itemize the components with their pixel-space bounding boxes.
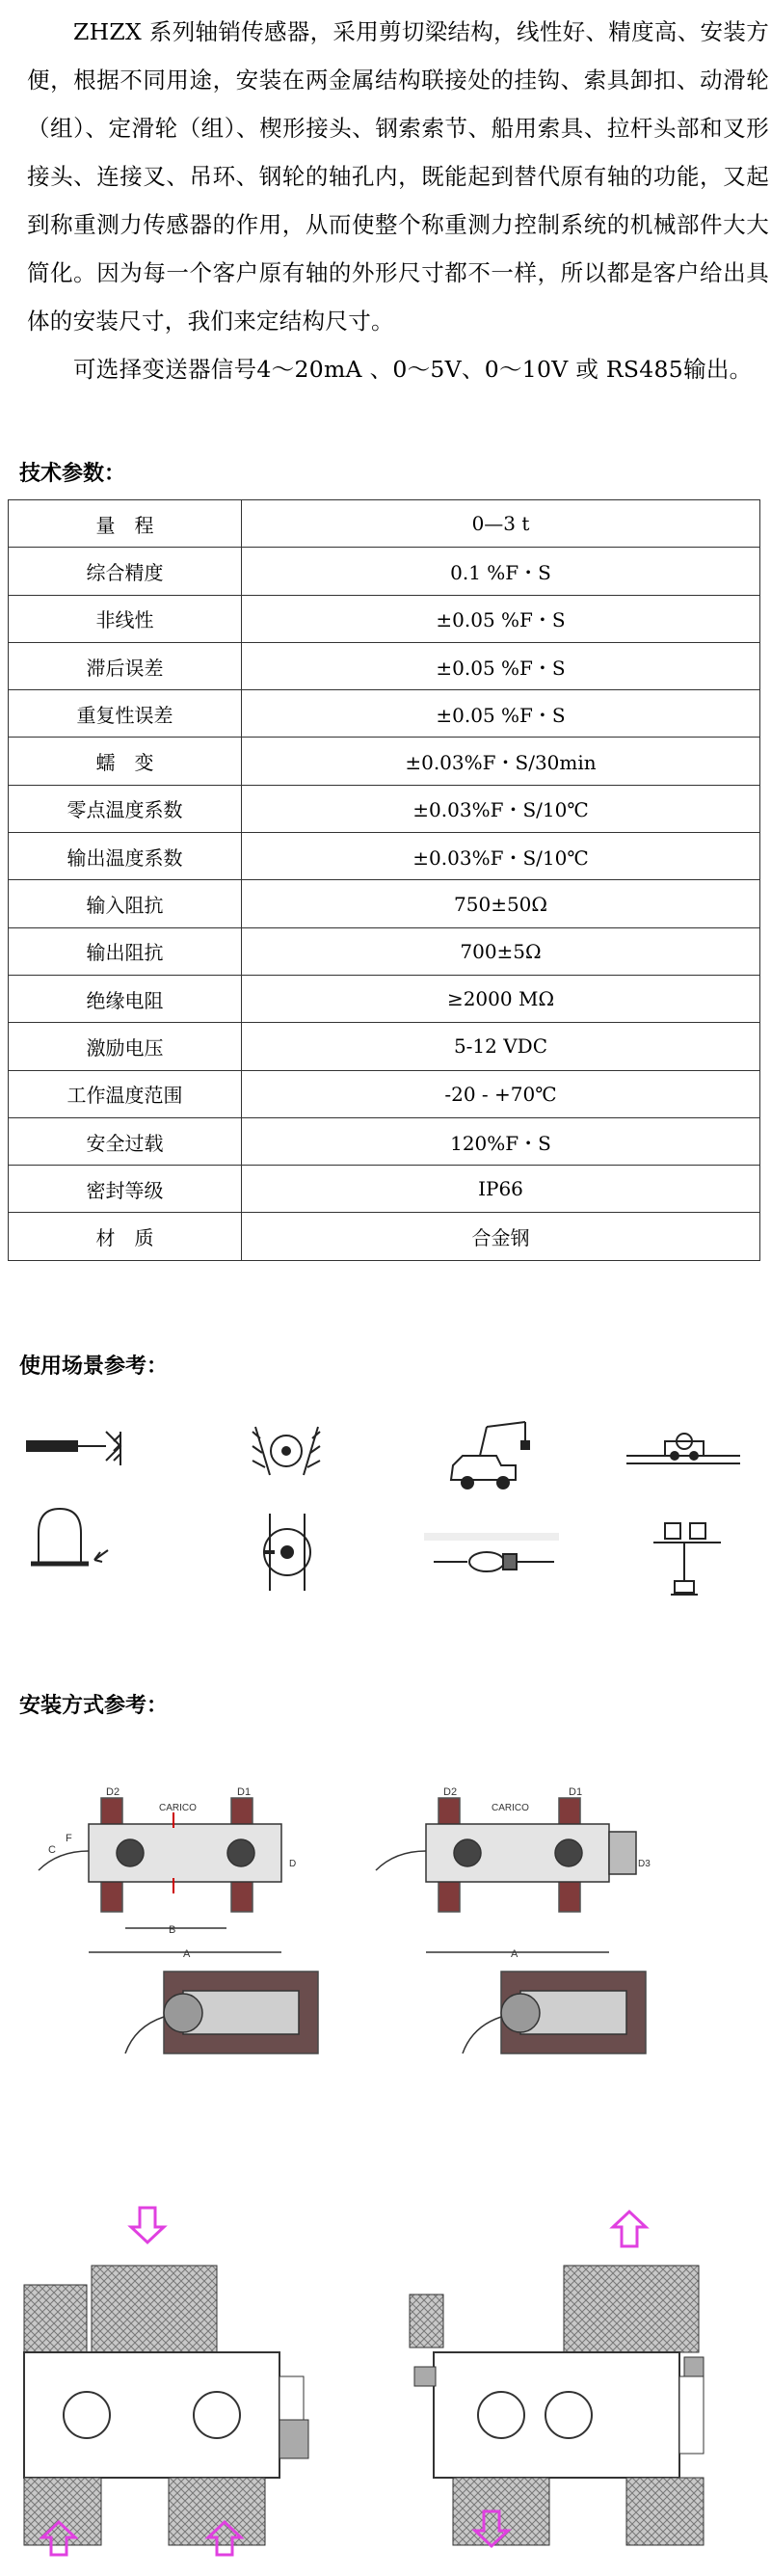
table-row	[9, 975, 760, 1022]
intro-paragraph-2: 可选择变送器信号4～20mA 、0～5V、0～10V 或 RS485输出。	[73, 356, 753, 383]
usage-scene-icons	[0, 1388, 771, 1610]
spec-value: ±0.03%F・S/10℃	[242, 785, 760, 832]
arrow-down-icon	[131, 2208, 164, 2242]
label-d3: D3	[638, 1859, 651, 1869]
spec-name: 工作温度范围	[9, 1070, 242, 1117]
trolley-rail-icon	[626, 1434, 740, 1463]
label-d: D	[289, 1859, 297, 1869]
label-a: A	[511, 1948, 518, 1960]
label-d2: D2	[443, 1786, 458, 1798]
label-d1: D1	[569, 1786, 583, 1798]
table-row	[9, 642, 760, 689]
table-row	[9, 1070, 760, 1117]
spec-name: 综合精度	[9, 548, 242, 595]
label-f: F	[66, 1833, 72, 1844]
label-c: C	[48, 1844, 56, 1856]
spec-name: 安全过载	[9, 1117, 242, 1165]
table-row	[9, 595, 760, 642]
spec-name: 激励电压	[9, 1023, 242, 1070]
spec-name: 输出阻抗	[9, 927, 242, 975]
spec-name: 量 程	[9, 500, 242, 548]
spec-value: ±0.03%F・S/30min	[242, 738, 760, 785]
table-row	[9, 880, 760, 927]
spec-name: 材 质	[9, 1213, 242, 1260]
table-row	[9, 1117, 760, 1165]
pulley-block-icon	[253, 1427, 320, 1475]
spec-value: 750±50Ω	[242, 880, 760, 927]
sheave-icon	[264, 1514, 310, 1591]
spec-value: ±0.05 %F・S	[242, 595, 760, 642]
spec-name: 输出温度系数	[9, 833, 242, 880]
table-row	[9, 690, 760, 738]
spec-name: 滞后误差	[9, 642, 242, 689]
spec-value: 0—3 t	[242, 500, 760, 548]
spec-value: IP66	[242, 1166, 760, 1213]
table-row	[9, 1023, 760, 1070]
table-row	[9, 1213, 760, 1260]
table-row	[9, 500, 760, 548]
trolley-hoist-icon	[653, 1523, 721, 1595]
spec-value: 合金钢	[242, 1213, 760, 1260]
spec-value: ±0.05 %F・S	[242, 642, 760, 689]
spec-name: 非线性	[9, 595, 242, 642]
install-drawing-left	[29, 1774, 347, 2063]
spec-value: ±0.03%F・S/10℃	[242, 833, 760, 880]
label-a: A	[183, 1948, 191, 1960]
hook-sensor-icon	[27, 1432, 120, 1465]
tech-params-heading: 技术参数：	[19, 462, 126, 486]
brand-label: CARICO	[159, 1803, 197, 1813]
brand-label: CARICO	[492, 1803, 529, 1813]
table-row	[9, 927, 760, 975]
crane-truck-icon	[451, 1422, 529, 1489]
label-b: B	[169, 1924, 176, 1936]
spec-value: 0.1 %F・S	[242, 548, 760, 595]
label-d2: D2	[106, 1786, 120, 1798]
wire-rope-joint-icon	[424, 1533, 559, 1571]
arrow-up-icon	[613, 2212, 646, 2246]
force-diagram-left	[19, 2188, 337, 2564]
spec-value: 700±5Ω	[242, 927, 760, 975]
spec-name: 输入阻抗	[9, 880, 242, 927]
force-diagram-right	[405, 2188, 732, 2564]
intro-text	[27, 8, 769, 393]
spec-name: 绝缘电阻	[9, 975, 242, 1022]
table-row	[9, 738, 760, 785]
install-heading: 安装方式参考：	[19, 1694, 169, 1718]
shackle-icon	[31, 1509, 108, 1564]
spec-name: 蠕 变	[9, 738, 242, 785]
spec-value: 5-12 VDC	[242, 1023, 760, 1070]
table-row	[9, 785, 760, 832]
spec-value: ±0.05 %F・S	[242, 690, 760, 738]
spec-name: 零点温度系数	[9, 785, 242, 832]
spec-table	[8, 499, 760, 1261]
table-row	[9, 1166, 760, 1213]
intro-paragraph-1: ZHZX 系列轴销传感器，采用剪切梁结构，线性好、精度高、安装方便，根据不同用途，安装在两金属结构联接处的挂钩、索具卸扣、动滑轮（组）、定滑轮（组）、楔形接头、钢索索节、船用索具、拉杆头部和叉形接头、连接叉、吊环、钢轮的轴孔内，既能起到替代原有轴的功能，又起到称重测力传感器的作用，从而使整个称重测力控制系统的机械部件大大简化。因为每一个客户原有轴的外形尺寸都不一样，所以都是客户给出具体的安装尺寸，我们来定结构尺寸。	[27, 18, 769, 335]
spec-name: 重复性误差	[9, 690, 242, 738]
spec-value: -20 - +70℃	[242, 1070, 760, 1117]
spec-value: 120%F・S	[242, 1117, 760, 1165]
spec-name: 密封等级	[9, 1166, 242, 1213]
label-d1: D1	[237, 1786, 252, 1798]
usage-scenes-heading: 使用场景参考：	[19, 1355, 169, 1379]
spec-value: ≥2000 MΩ	[242, 975, 760, 1022]
install-drawing-right	[366, 1774, 684, 2063]
table-row	[9, 548, 760, 595]
table-row	[9, 833, 760, 880]
